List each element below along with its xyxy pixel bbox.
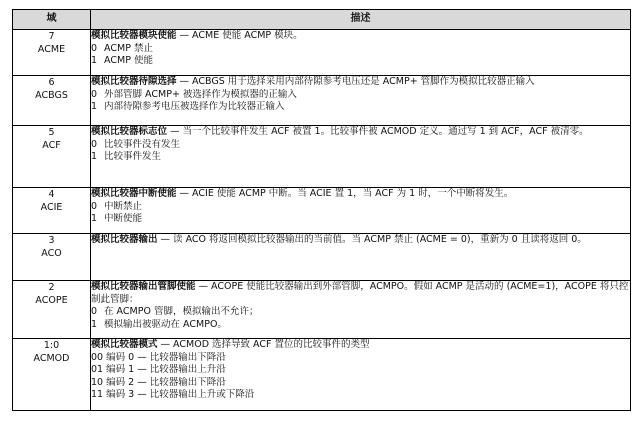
description-intro: — ACBGS 用于选择采用内部待隙参考电压还是 ACMP+ 管脚作为模拟比较器正输入: [176, 76, 535, 87]
field-name: ACF: [42, 140, 61, 151]
description-cell: [91, 339, 631, 411]
value-line: [91, 377, 630, 390]
value-code: 1: [91, 151, 98, 162]
value-line: [91, 364, 630, 377]
table-row: [13, 188, 631, 234]
value-code: 0: [91, 306, 98, 317]
description-cell: [91, 188, 631, 234]
description-title: 模拟比较器待隙选择: [91, 76, 177, 87]
value-code: 1: [91, 213, 98, 224]
value-line: [91, 306, 630, 319]
value-code: 01: [91, 364, 104, 375]
table-row: [13, 76, 631, 126]
value-line: [91, 151, 630, 164]
value-code: 1: [91, 318, 98, 330]
description-title: 模拟比较器中断使能: [91, 188, 177, 199]
field-cell: [13, 30, 91, 76]
value-code: 1: [91, 101, 98, 112]
value-code: 00: [91, 351, 104, 363]
description-cell: [91, 30, 631, 76]
value-code: 0: [91, 138, 98, 150]
value-text: 比较事件发生: [104, 151, 162, 162]
description-intro: — ACIE 使能 ACMP 中断。当 ACIE 置 1，当 ACF 为 1 时，一个中断将发生。: [176, 188, 514, 199]
header-description: 描述: [91, 10, 631, 30]
value-code: 10: [91, 376, 104, 388]
value-text: 中断使能: [104, 213, 143, 224]
field-cell: [13, 339, 91, 411]
field-bit: 4: [48, 189, 55, 200]
description-cell: [91, 76, 631, 126]
value-line: [91, 43, 630, 56]
description-title: 模拟比较器模块使能: [91, 30, 177, 41]
table-row: [13, 281, 631, 339]
value-text: ACMP 使能: [104, 55, 153, 66]
table-row: [13, 234, 631, 281]
description-cell: [91, 126, 631, 188]
field-cell: [13, 76, 91, 126]
field-name: ACO: [41, 248, 62, 259]
field-bit: 2: [48, 282, 55, 293]
value-text: 中断禁止: [104, 200, 143, 212]
field-bit: 3: [48, 235, 55, 246]
value-line: [91, 319, 630, 332]
value-code: 0: [91, 200, 98, 212]
value-line: [91, 55, 630, 68]
value-line: [91, 89, 630, 102]
description-title: 模拟比较器模式: [91, 339, 158, 350]
field-name: ACOPE: [35, 295, 68, 306]
field-cell: [13, 234, 91, 281]
value-text: 编码 2 — 比较器输出下降沿: [106, 376, 226, 388]
header-field: 域: [13, 10, 91, 30]
value-text: 比较事件没有发生: [104, 138, 181, 150]
register-description-table: [12, 9, 631, 411]
value-text: ACMP 禁止: [104, 42, 153, 54]
description-title: 模拟比较器标志位: [91, 126, 168, 137]
field-cell: [13, 281, 91, 339]
field-cell: [13, 188, 91, 234]
field-name: ACBGS: [35, 90, 68, 101]
value-code: 11: [91, 389, 104, 400]
value-code: 0: [91, 88, 98, 100]
value-line: [91, 139, 630, 152]
value-line: [91, 201, 630, 214]
field-bit: 6: [48, 77, 55, 88]
field-name: ACMOD: [33, 353, 70, 364]
table-row: [13, 30, 631, 76]
description-intro: — ACOPE 使能比较器输出到外部管脚，ACMPO。假如 ACMP 是活动的 (ACME=1)，ACOPE 将只控制此管脚：: [91, 281, 629, 305]
description-cell: [91, 234, 631, 281]
value-text: 模拟输出被驱动在 ACMPO。: [104, 318, 227, 330]
value-text: 编码 1 — 比较器输出上升沿: [106, 364, 226, 375]
value-text: 内部待隙参考电压被选择作为比较器正输入: [104, 101, 285, 112]
table-row: [13, 126, 631, 188]
value-text: 在 ACMPO 管脚，模拟输出不允许；: [104, 306, 259, 317]
field-bit: 1:0: [43, 340, 60, 351]
field-bit: 5: [48, 127, 55, 138]
value-line: [91, 389, 630, 402]
value-line: [91, 101, 630, 114]
description-cell: [91, 281, 631, 339]
value-text: 外部管脚 ACMP+ 被选择作为模拟器的正输入: [104, 88, 297, 100]
value-text: 编码 3 — 比较器输出上升或下降沿: [106, 389, 255, 400]
description-intro: — ACMOD 选择导致 ACF 置位的比较事件的类型: [157, 339, 370, 350]
field-cell: [13, 126, 91, 188]
description-intro: — 读 ACO 将返回模拟比较器输出的当前值。当 ACMP 禁止 (ACME = 0)，重新为 0 且读将返回 0。: [157, 234, 587, 245]
field-bit: 7: [48, 31, 55, 42]
table-row: [13, 339, 631, 411]
value-line: [91, 352, 630, 365]
table-header-row: [13, 10, 631, 30]
value-text: 编码 0 — 比较器输出下降沿: [106, 351, 226, 363]
value-line: [91, 213, 630, 226]
field-name: ACIE: [40, 202, 63, 213]
description-title: 模拟比较器输出管脚使能: [91, 281, 196, 292]
value-code: 1: [91, 55, 98, 66]
value-code: 0: [91, 42, 98, 54]
description-intro: — 当一个比较事件发生 ACF 被置 1。比较事件被 ACMOD 定义。通过写 1 到 ACF，ACF 被清零。: [167, 126, 589, 137]
description-title: 模拟比较器输出: [91, 234, 158, 245]
field-name: ACME: [37, 44, 66, 55]
description-intro: — ACME 使能 ACMP 模块。: [176, 30, 303, 41]
